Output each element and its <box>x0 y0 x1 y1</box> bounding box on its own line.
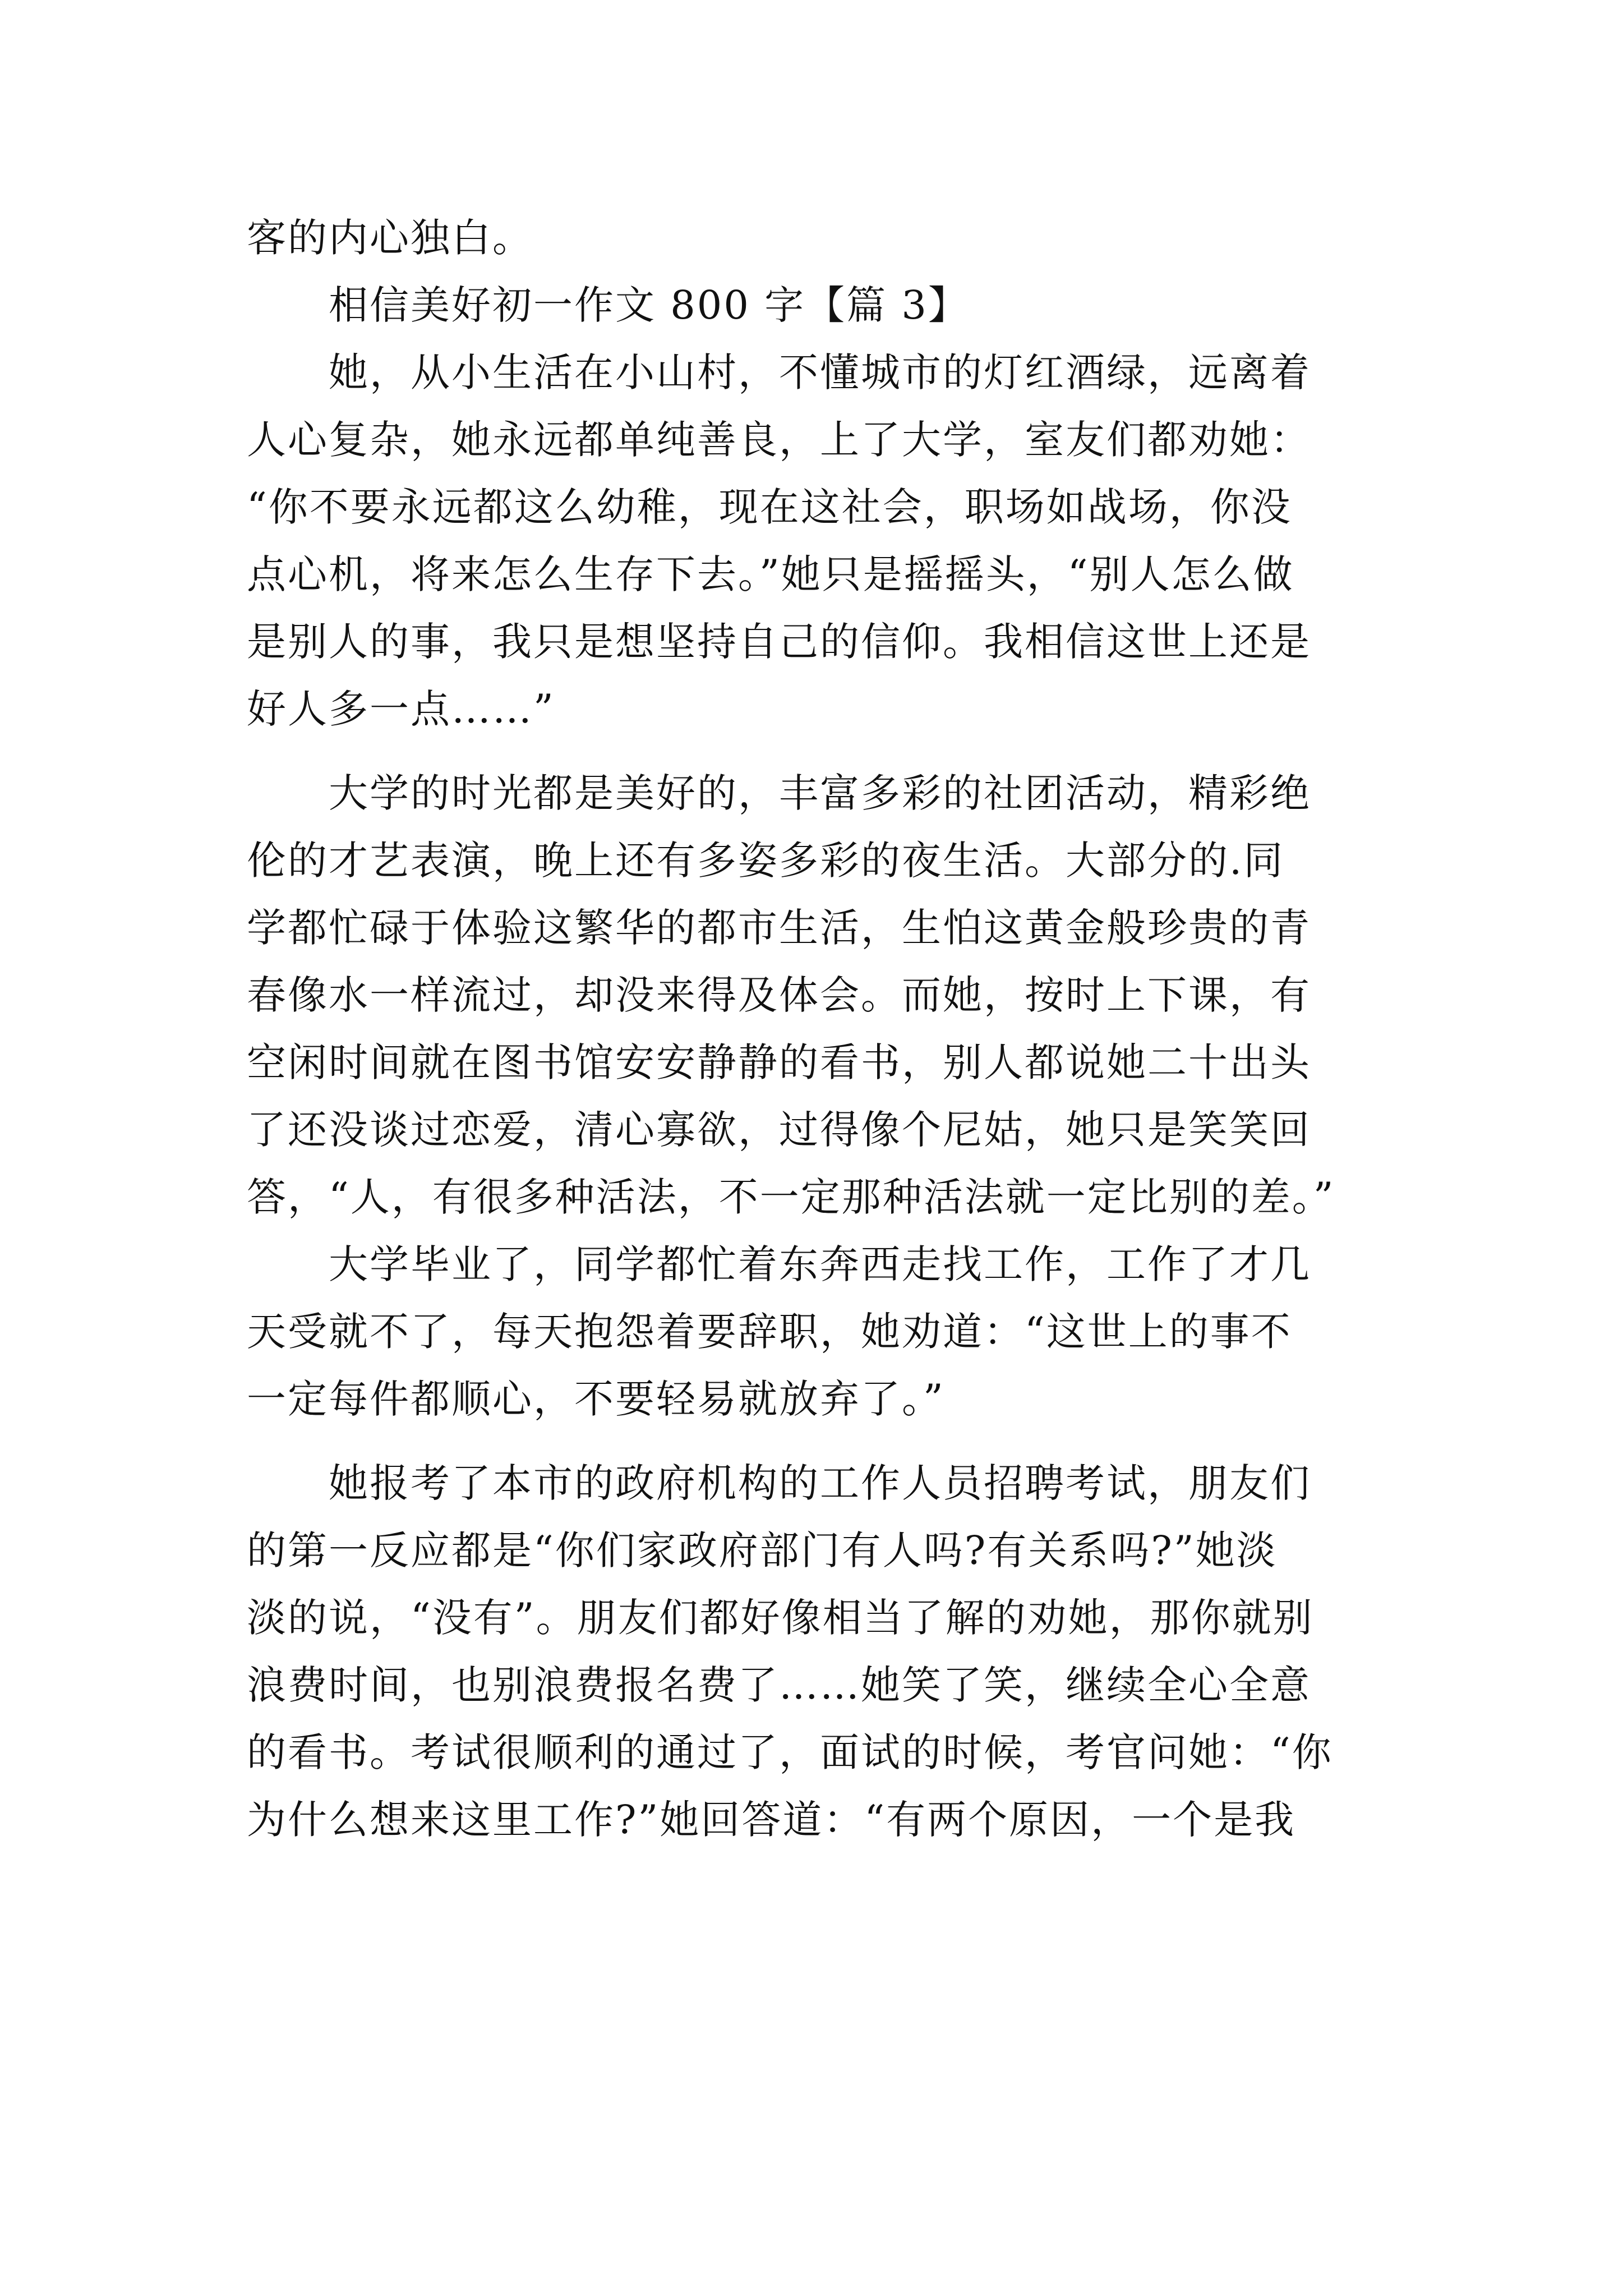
text-line: 了还没谈过恋爱，清心寡欲，过得像个尼姑，她只是笑笑回 <box>247 1107 1311 1153</box>
text-line: 的看书。考试很顺利的通过了，面试的时候，考官问她：“你 <box>247 1729 1333 1775</box>
text-line: 学都忙碌于体验这繁华的都市生活，生怕这黄金般珍贵的青 <box>247 905 1311 951</box>
text-line: 淡的说，“没有”。朋友们都好像相当了解的劝她，那你就别 <box>247 1595 1314 1641</box>
section-heading: 相信美好初一作文 800 字【篇 3】 <box>329 282 969 328</box>
text-line: 浪费时间，也别浪费报名费了……她笑了笑，继续全心全意 <box>247 1662 1311 1708</box>
document-body <box>247 204 1385 1853</box>
text-line: 大学毕业了，同学都忙着东奔西走找工作，工作了才几 <box>329 1241 1311 1287</box>
text-line: 好人多一点……” <box>247 686 555 732</box>
text-line: 为什么想来这里工作?”她回答道：“有两个原因，一个是我 <box>247 1797 1296 1843</box>
text-line: 点心机，将来怎么生存下去。”她只是摇摇头，“别人怎么做 <box>247 551 1294 597</box>
paragraph-gap <box>247 743 1385 760</box>
text-line: 是别人的事，我只是想坚持自己的信仰。我相信这世上还是 <box>247 619 1311 665</box>
text-line: 空闲时间就在图书馆安安静静的看书，别人都说她二十出头 <box>247 1039 1311 1085</box>
text-line: 的第一反应都是“你们家政府部门有人吗?有关系吗?”她淡 <box>247 1527 1278 1573</box>
text-line: 大学的时光都是美好的，丰富多彩的社团活动，精彩绝 <box>329 770 1311 816</box>
text-line: “你不要永远都这么幼稚，现在这社会，职场如战场，你没 <box>247 484 1292 530</box>
text-line: 她，从小生活在小山村，不懂城市的灯红酒绿，远离着 <box>329 349 1311 395</box>
text-line: 天受就不了，每天抱怨着要辞职，她劝道：“这世上的事不 <box>247 1309 1292 1355</box>
text-line: 答，“人，有很多种活法，不一定那种活法就一定比别的差。” <box>247 1174 1335 1220</box>
text-line: 客的内心独白。 <box>247 215 533 261</box>
text-line: 伦的才艺表演，晚上还有多姿多彩的夜生活。大部分的.同 <box>247 838 1285 884</box>
paragraph-gap <box>247 1433 1385 1450</box>
text-line: 人心复杂，她永远都单纯善良，上了大学，室友们都劝她： <box>247 417 1311 463</box>
text-line: 她报考了本市的政府机构的工作人员招聘考试，朋友们 <box>329 1460 1311 1506</box>
text-line: 一定每件都顺心，不要轻易就放弃了。” <box>247 1376 945 1422</box>
text-line: 春像水一样流过，却没来得及体会。而她，按时上下课，有 <box>247 972 1311 1018</box>
